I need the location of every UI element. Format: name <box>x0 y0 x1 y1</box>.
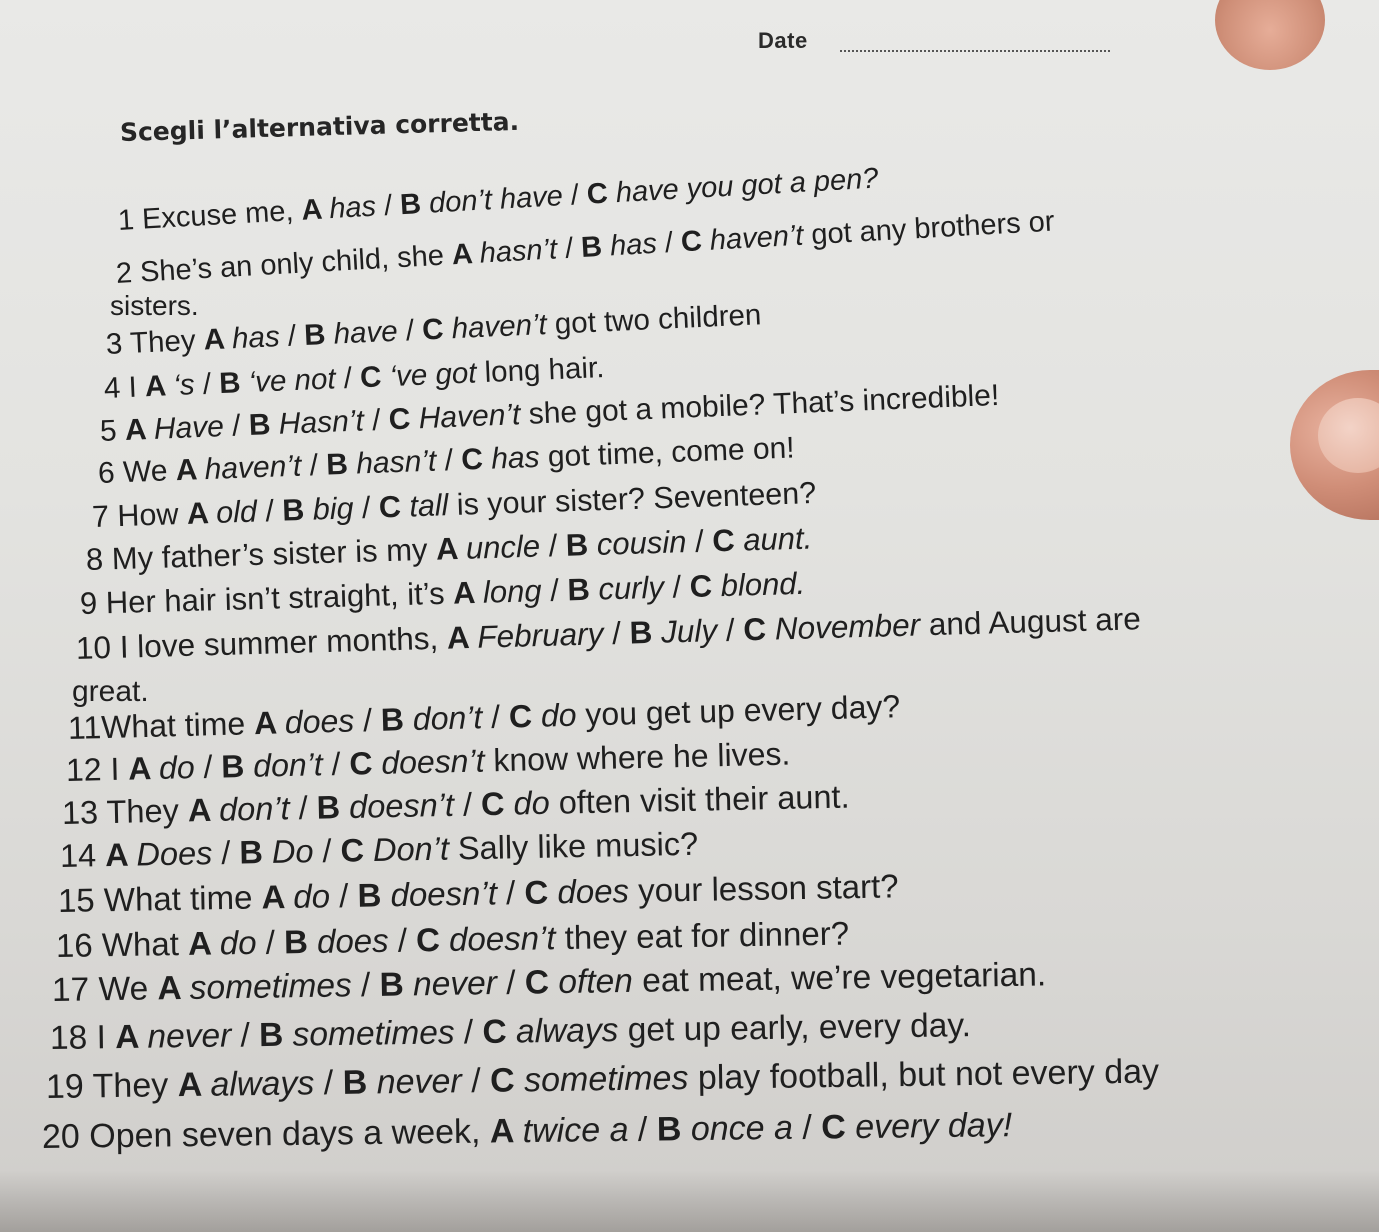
option-text: uncle <box>465 528 550 566</box>
option-letter: C <box>378 489 410 525</box>
sentence-text: / <box>371 403 390 438</box>
exercise-line <box>58 867 899 920</box>
option-text: always <box>210 1064 325 1104</box>
option-letter: C <box>821 1108 856 1147</box>
option-text: does <box>557 871 639 911</box>
sentence-text: your lesson start? <box>637 867 899 909</box>
option-letter: B <box>281 492 314 528</box>
option-letter: C <box>680 224 711 259</box>
option-text: November <box>774 606 930 647</box>
option-text: don’t <box>252 745 332 784</box>
option-letter: B <box>258 1016 293 1055</box>
option-text: doesn’t <box>448 919 565 958</box>
sentence-text: 1 Excuse me, <box>117 194 303 237</box>
option-letter: C <box>480 785 514 823</box>
option-text: hasn’t <box>478 232 566 270</box>
sentence-text: / <box>505 873 525 912</box>
option-text: cousin <box>596 523 696 562</box>
sentence-text: / <box>343 361 361 395</box>
sentence-text: / <box>309 448 327 483</box>
sentence-text: she got a mobile? That’s incredible! <box>528 378 1000 431</box>
option-text: always <box>515 1011 628 1051</box>
option-letter: A <box>175 453 206 488</box>
sentence-text: / <box>383 189 402 223</box>
sentence-text: / <box>549 572 568 608</box>
option-letter: C <box>421 312 453 347</box>
option-text: have you got a pen? <box>614 162 880 210</box>
exercise-line <box>110 290 199 322</box>
option-text: every day! <box>855 1106 1013 1147</box>
sentence-text: / <box>221 834 240 871</box>
sentence-text: 5 <box>99 414 126 448</box>
sentence-text: 9 Her hair isn’t straight, it’s <box>79 575 454 621</box>
option-text: don’t <box>218 790 300 828</box>
option-letter: B <box>566 571 599 608</box>
option-letter: C <box>524 964 559 1002</box>
option-text: ‘s <box>172 367 204 403</box>
sentence-text: great. <box>72 675 149 708</box>
option-text: aunt. <box>742 520 813 558</box>
option-text: has <box>609 227 666 263</box>
option-text: twice a <box>522 1110 639 1151</box>
option-letter: B <box>565 526 598 563</box>
date-field <box>758 28 1118 58</box>
sentence-text: 6 We <box>97 454 177 490</box>
date-blank-line <box>840 50 1110 52</box>
option-letter: A <box>452 574 484 611</box>
sentence-text: 8 My father’s sister is my <box>85 531 437 577</box>
sentence-text: / <box>671 568 691 605</box>
sentence-text: / <box>470 1061 491 1101</box>
sentence-text: 15 What time <box>57 878 262 919</box>
option-text: doesn’t <box>348 786 464 825</box>
option-letter: B <box>220 747 254 785</box>
option-letter: A <box>124 412 155 447</box>
sentence-text: they eat for dinner? <box>564 914 850 957</box>
option-text: ‘ve not <box>247 361 345 399</box>
sentence-text: / <box>231 409 250 443</box>
option-text: haven’t <box>204 449 311 487</box>
sentence-text: / <box>202 367 220 401</box>
sentence-text: / <box>548 527 567 564</box>
option-text: February <box>476 615 613 655</box>
sentence-text: / <box>360 966 380 1005</box>
sentence-text: / <box>637 1110 658 1149</box>
option-letter: C <box>489 1061 525 1100</box>
sentence-text: 4 I <box>103 370 146 405</box>
option-letter: C <box>586 177 617 211</box>
option-text: don’t <box>412 698 492 737</box>
option-letter: B <box>248 407 280 443</box>
option-text: has <box>231 319 289 356</box>
option-text: do <box>158 748 204 786</box>
option-letter: A <box>186 495 217 531</box>
option-text: blond. <box>720 565 806 604</box>
option-letter: A <box>144 369 175 404</box>
sentence-text: 13 They <box>61 792 189 831</box>
option-text: Don’t <box>372 830 459 868</box>
sentence-text: / <box>569 178 588 212</box>
sentence-text: you get up every day? <box>584 688 901 733</box>
sentence-text: 11What time <box>67 705 255 746</box>
option-letter: A <box>157 969 191 1008</box>
sentence-text: Sally like music? <box>457 825 699 867</box>
option-letter: C <box>388 402 420 437</box>
sentence-text: / <box>361 490 380 526</box>
option-text: do <box>513 784 560 822</box>
option-letter: A <box>450 237 481 272</box>
option-text: sometimes <box>189 967 362 1007</box>
sentence-text: got any brothers or <box>810 205 1056 252</box>
exercise-line <box>46 1052 1160 1107</box>
option-letter: B <box>342 1063 377 1102</box>
sentence-text: / <box>323 1063 343 1103</box>
option-letter: A <box>446 618 478 656</box>
option-text: does <box>316 921 399 960</box>
finger-shadow <box>1215 0 1325 70</box>
sentence-text: / <box>203 748 222 785</box>
option-letter: C <box>460 442 492 477</box>
sentence-text: 2 She’s an only child, she <box>115 239 453 290</box>
option-text: long <box>482 572 551 610</box>
sentence-text: eat meat, we’re vegetarian. <box>641 956 1047 1000</box>
option-letter: C <box>689 568 722 604</box>
option-letter: B <box>316 788 350 826</box>
sentence-text: / <box>611 614 631 652</box>
sentence-text: / <box>265 923 285 961</box>
exercise-line <box>72 675 149 709</box>
sentence-text: / <box>331 745 350 782</box>
option-text: haven’t <box>450 307 556 346</box>
option-letter: B <box>656 1110 692 1149</box>
option-text: tall <box>408 487 458 524</box>
option-letter: A <box>187 791 220 829</box>
option-text: never <box>376 1062 472 1102</box>
sentence-text: get up early, every day. <box>627 1007 972 1049</box>
sentence-text: / <box>663 226 682 260</box>
option-text: old <box>215 494 266 530</box>
option-text: doesn’t <box>390 874 507 914</box>
option-text: often <box>558 962 643 1002</box>
option-letter: B <box>218 365 250 401</box>
sentence-text: / <box>564 232 583 265</box>
option-text: never <box>147 1017 241 1056</box>
option-text: big <box>312 491 363 527</box>
option-letter: A <box>104 836 137 874</box>
sentence-text: / <box>287 319 305 353</box>
option-letter: A <box>127 749 160 787</box>
sentence-text: got time, come on! <box>547 431 796 474</box>
sentence-text: / <box>462 786 482 823</box>
option-text: has <box>328 190 385 226</box>
sentence-text: got two children <box>554 298 763 341</box>
option-text: do <box>219 923 266 962</box>
exercise-line <box>62 779 850 832</box>
exercise-line <box>42 1106 1013 1157</box>
option-text: Have <box>153 409 233 446</box>
option-text: Hasn’t <box>278 404 373 441</box>
sentence-text: / <box>443 443 462 478</box>
sentence-text: / <box>802 1108 822 1147</box>
sentence-text: play football, but not every day <box>697 1052 1160 1097</box>
option-letter: C <box>348 744 382 782</box>
exercise-line <box>52 956 1047 1010</box>
option-text: don’t have <box>428 179 572 220</box>
option-letter: B <box>325 447 357 482</box>
exercise-line <box>56 915 850 965</box>
sentence-text: / <box>264 493 283 529</box>
option-letter: C <box>524 873 558 911</box>
sentence-text: / <box>338 876 358 915</box>
option-letter: C <box>415 920 450 959</box>
option-letter: A <box>489 1112 523 1151</box>
option-letter: B <box>357 876 391 914</box>
option-letter: B <box>580 230 612 264</box>
sentence-text: / <box>397 921 417 959</box>
option-letter: B <box>380 700 414 738</box>
option-text: sometimes <box>292 1014 465 1054</box>
option-letter: B <box>283 922 318 961</box>
option-text: never <box>412 964 507 1004</box>
date-label: Date <box>758 28 808 53</box>
sentence-text: 3 They <box>105 323 205 361</box>
sentence-text: 18 I <box>49 1019 116 1057</box>
option-letter: C <box>742 610 776 648</box>
option-text: Haven’t <box>418 397 530 436</box>
sentence-text: 20 Open seven days a week, <box>41 1112 491 1156</box>
sentence-text: / <box>463 1013 483 1052</box>
option-text: do <box>292 877 340 915</box>
option-letter: C <box>508 697 542 735</box>
page-shadow <box>0 1170 1379 1232</box>
sentence-text: / <box>694 523 713 559</box>
option-text: does <box>284 702 364 741</box>
option-letter: B <box>239 833 273 871</box>
option-letter: A <box>114 1018 148 1057</box>
sentence-text: 16 What <box>55 924 189 964</box>
sentence-text: / <box>725 611 744 648</box>
option-letter: B <box>629 613 662 651</box>
exercise-line <box>105 298 762 362</box>
sentence-text: / <box>240 1017 260 1055</box>
option-letter: A <box>177 1065 211 1105</box>
option-text: Do <box>271 832 323 870</box>
sentence-text: sisters. <box>110 290 199 321</box>
option-text: hasn’t <box>355 444 446 481</box>
exercise-line <box>60 826 699 875</box>
option-letter: B <box>399 187 431 222</box>
option-text: sometimes <box>523 1058 699 1100</box>
instruction-heading: Scegli l’alternativa corretta. <box>119 106 520 147</box>
option-text: doesn’t <box>380 742 494 781</box>
sentence-text: 19 They <box>45 1066 178 1106</box>
sentence-text: know where he lives. <box>492 735 791 779</box>
option-text: curly <box>597 569 673 607</box>
option-text: do <box>540 696 586 734</box>
option-text: haven’t <box>709 219 813 257</box>
option-text: Does <box>136 834 222 873</box>
option-letter: C <box>482 1013 517 1051</box>
sentence-text: / <box>322 832 341 869</box>
sentence-text: 14 <box>59 837 106 874</box>
option-letter: A <box>261 877 294 916</box>
sentence-text: / <box>505 964 526 1002</box>
sentence-text: 12 I <box>65 750 129 788</box>
sentence-text: often visit their aunt. <box>558 778 850 821</box>
sentence-text: long hair. <box>483 351 605 390</box>
sentence-text: 17 We <box>51 970 158 1009</box>
sentence-text: / <box>362 701 382 739</box>
sentence-text: is your sister? Seventeen? <box>456 475 817 522</box>
sentence-text: 10 I love summer months, <box>75 619 448 666</box>
option-text: once a <box>690 1108 803 1149</box>
option-letter: A <box>253 704 286 742</box>
option-text: ‘ve got <box>388 356 486 394</box>
option-text: has <box>490 440 549 476</box>
option-text: July <box>660 611 727 650</box>
option-letter: A <box>202 322 233 357</box>
option-text: have <box>332 314 407 351</box>
option-letter: C <box>359 360 391 395</box>
option-letter: A <box>435 530 467 567</box>
option-letter: B <box>303 317 335 352</box>
option-letter: A <box>187 924 221 962</box>
sentence-text: and August are <box>928 600 1142 643</box>
sentence-text: 7 How <box>91 496 188 534</box>
option-letter: C <box>711 522 744 559</box>
sentence-text: / <box>298 789 318 827</box>
exercise-line <box>50 1007 971 1058</box>
sentence-text: / <box>490 698 510 735</box>
sentence-text: / <box>405 313 423 348</box>
option-letter: A <box>300 193 331 227</box>
option-letter: B <box>379 966 414 1004</box>
option-letter: C <box>340 831 374 869</box>
